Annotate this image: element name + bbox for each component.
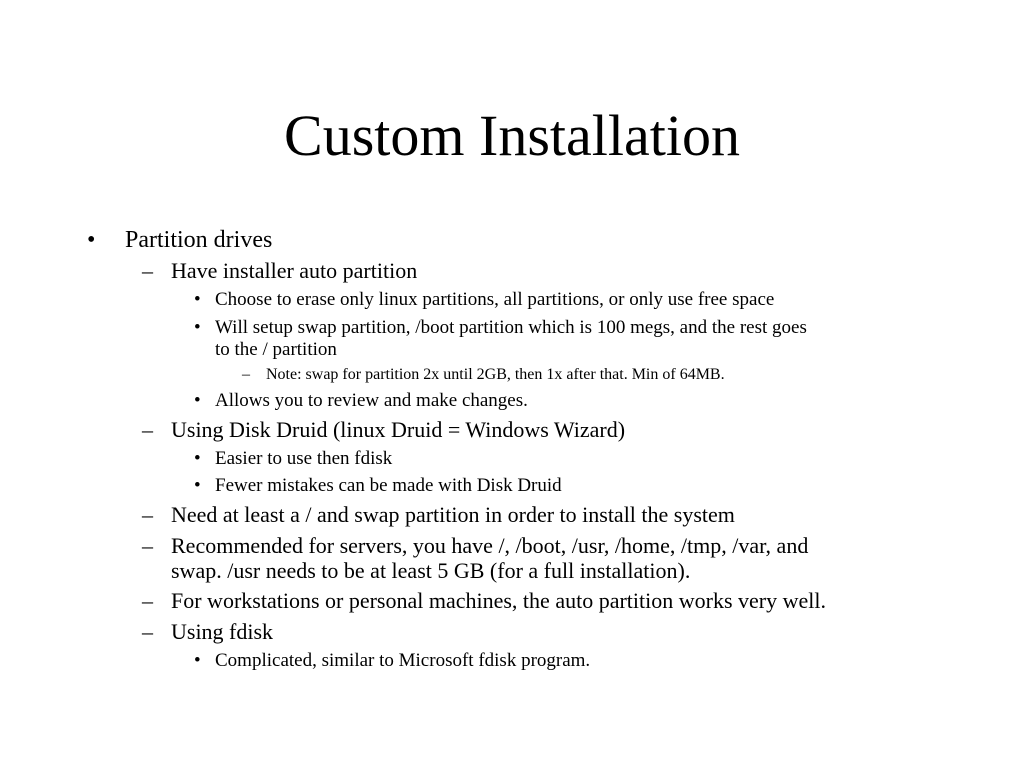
list-item-text: Have installer auto partition [171, 258, 418, 283]
list-item-level1 [87, 226, 273, 254]
list-item-level3 [194, 390, 528, 412]
bullet-marker: • [194, 289, 201, 310]
list-item-continuation [171, 558, 690, 584]
list-item-text: Need at least a / and swap partition in order to install the system [171, 502, 735, 527]
list-item-continuation [215, 339, 337, 361]
list-item-level2 [142, 588, 826, 614]
bullet-marker: • [194, 390, 201, 411]
list-item-text: Complicated, similar to Microsoft fdisk program. [215, 650, 591, 671]
dash-marker: – [142, 619, 153, 644]
dash-marker: – [242, 366, 250, 383]
list-item-text: to the / partition [215, 339, 337, 360]
dash-marker: – [142, 417, 153, 442]
list-item-text: Will setup swap partition, /boot partition which is 100 megs, and the rest goes [215, 317, 807, 338]
dash-marker: – [142, 533, 153, 558]
list-item-level2 [142, 417, 626, 443]
list-item-text: For workstations or personal machines, the auto partition works very well. [171, 588, 826, 613]
list-item-level2 [142, 502, 735, 528]
list-item-level3 [194, 317, 807, 339]
list-item-level3 [194, 448, 393, 470]
list-item-level4 [242, 365, 725, 385]
bullet-marker: • [194, 475, 201, 496]
bullet-marker: • [194, 448, 201, 469]
list-item-text: Note: swap for partition 2x until 2GB, then 1x after that. Min of 64MB. [266, 366, 725, 383]
list-item-text: Using Disk Druid (linux Druid = Windows Wizard) [171, 417, 626, 442]
bullet-marker: • [194, 650, 201, 671]
dash-marker: – [142, 258, 153, 283]
list-item-level3 [194, 475, 562, 497]
list-item-level2 [142, 258, 418, 284]
list-item-level3 [194, 289, 775, 311]
list-item-text: Partition drives [125, 227, 273, 253]
list-item-text: Allows you to review and make changes. [215, 390, 528, 411]
slide-title: Custom Installation [284, 103, 740, 168]
list-item-level2 [142, 619, 274, 645]
list-item-text: Recommended for servers, you have /, /boot, /usr, /home, /tmp, /var, and [171, 533, 809, 558]
dash-marker: – [142, 588, 153, 613]
list-item-text: Choose to erase only linux partitions, all partitions, or only use free space [215, 289, 775, 310]
list-item-level3 [194, 650, 591, 672]
list-item-text: Fewer mistakes can be made with Disk Druid [215, 475, 562, 496]
bullet-marker: • [87, 227, 96, 253]
list-item-text: Easier to use then fdisk [215, 448, 393, 469]
list-item-level2 [142, 533, 809, 559]
list-item-text: swap. /usr needs to be at least 5 GB (for a full installation). [171, 558, 691, 583]
bullet-marker: • [194, 317, 201, 338]
list-item-text: Using fdisk [171, 619, 274, 644]
dash-marker: – [142, 502, 153, 527]
